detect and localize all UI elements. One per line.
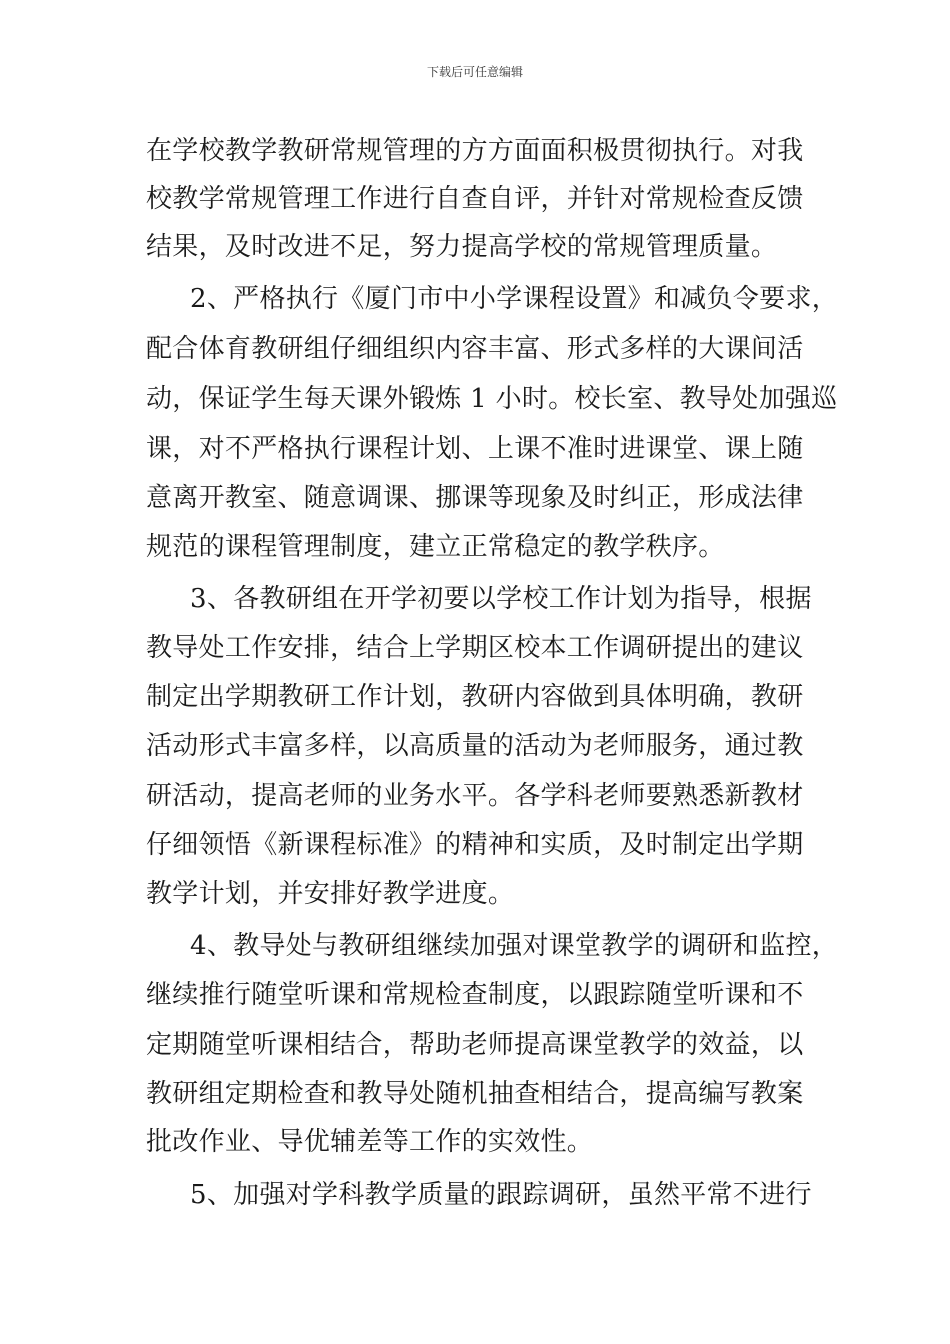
paragraph-3-start: 3、各教研组在开学初要以学校工作计划为指导，根据 (190, 584, 812, 614)
text-line: 教导处工作安排，结合上学期区校本工作调研提出的建议 (146, 633, 804, 663)
text-line: 课，对不严格执行课程计划、上课不准时进课堂、课上随 (146, 434, 804, 464)
text-line: 规范的课程管理制度，建立正常稳定的教学秩序。 (146, 532, 725, 562)
text-line: 批改作业、导优辅差等工作的实效性。 (146, 1127, 594, 1157)
text-line: 定期随堂听课相结合，帮助老师提高课堂教学的效益，以 (146, 1030, 804, 1060)
text-line: 结果，及时改进不足，努力提高学校的常规管理质量。 (146, 232, 778, 262)
text-line: 继续推行随堂听课和常规检查制度，以跟踪随堂听课和不 (146, 980, 804, 1010)
text-line: 仔细领悟《新课程标准》的精神和实质，及时制定出学期 (146, 830, 804, 860)
paragraph-5-start: 5、加强对学科教学质量的跟踪调研，虽然平常不进行 (190, 1180, 812, 1210)
text-line: 校教学常规管理工作进行自查自评，并针对常规检查反馈 (146, 184, 804, 214)
paragraph-4-start: 4、教导处与教研组继续加强对课堂教学的调研和监控， (190, 931, 839, 961)
text-line: 意离开教室、随意调课、挪课等现象及时纠正，形成法律 (146, 483, 804, 513)
text-line: 教研组定期检查和教导处随机抽查相结合，提高编写教案 (146, 1079, 804, 1109)
text-line: 配合体育教研组仔细组织内容丰富、形式多样的大课间活 (146, 334, 804, 364)
page-header: 下载后可任意编辑 (426, 65, 523, 79)
text-line: 在学校教学教研常规管理的方方面面积极贯彻执行。对我 (146, 136, 804, 166)
text-line: 教学计划，并安排好教学进度。 (146, 879, 515, 909)
text-line: 制定出学期教研工作计划，教研内容做到具体明确，教研 (146, 682, 804, 712)
text-line: 动，保证学生每天课外锻炼 1 小时。校长室、教导处加强巡 (146, 384, 838, 414)
text-line: 活动形式丰富多样，以高质量的活动为老师服务，通过教 (146, 731, 804, 761)
text-line: 研活动，提高老师的业务水平。各学科老师要熟悉新教材 (146, 781, 804, 811)
paragraph-2-start: 2、严格执行《厦门市中小学课程设置》和减负令要求， (190, 284, 839, 314)
